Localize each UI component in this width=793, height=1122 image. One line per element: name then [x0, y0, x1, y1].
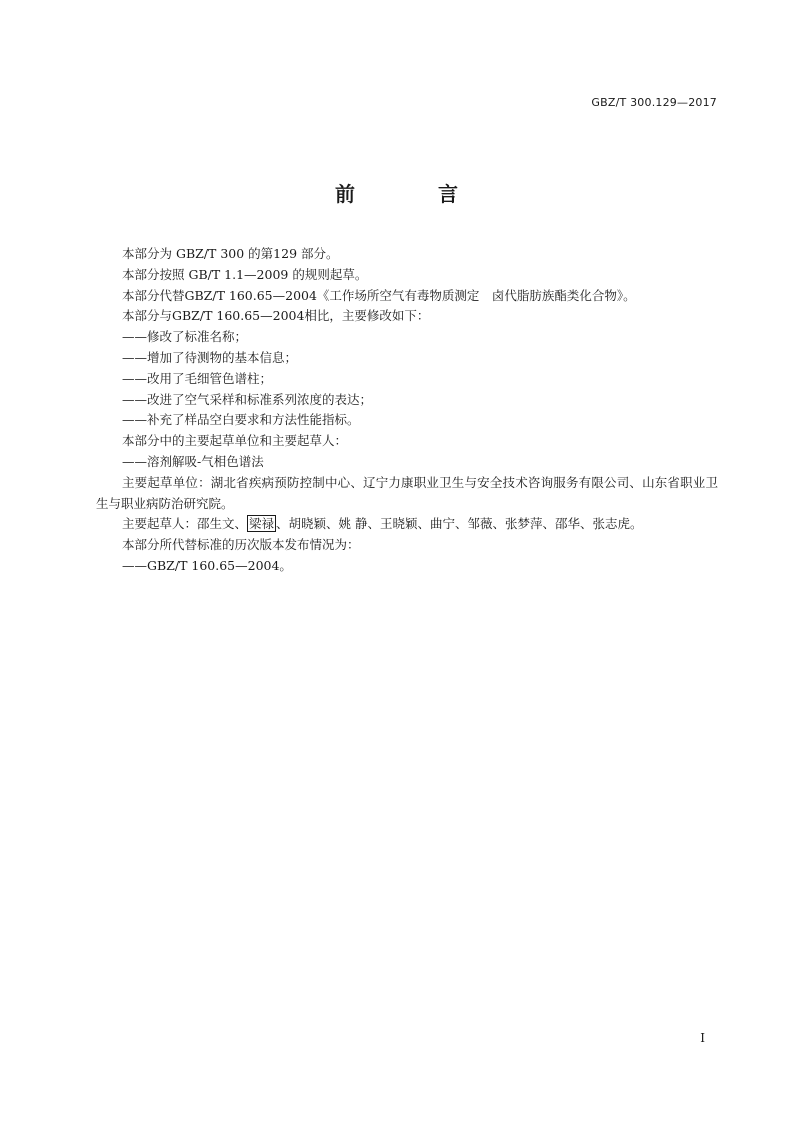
paragraph: 本部分所代替标准的历次版本发布情况为： — [122, 537, 360, 553]
drafters-line — [96, 514, 718, 535]
paragraph: 本部分为 GBZ/T 300 的第129 部分。 — [122, 246, 339, 261]
paragraph: 本部分按照 GB/T 1.1—2009 的规则起草。 — [122, 266, 368, 282]
change-item: ——增加了待测物的基本信息； — [122, 349, 298, 365]
drafters-prefix: 主要起草人：邵生文、 — [122, 516, 248, 532]
paragraph: 本部分中的主要起草单位和主要起草人： — [122, 433, 348, 449]
standard-number: GBZ/T 300.129—2017 — [591, 96, 717, 109]
foreword-body — [96, 244, 718, 577]
paragraph: 本部分代替GBZ/T 160.65—2004《工作场所空气有毒物质测定 卤代脂肪族酯类化合物》。 — [122, 287, 636, 303]
drafting-units: 主要起草单位：湖北省疾病预防控制中心、辽宁力康职业卫生与安全技术咨询服务有限公司、山东省职业卫生与职业病防治研究院。 — [96, 474, 718, 511]
change-item: ——改用了毛细管色谱柱； — [122, 370, 273, 386]
change-item: ——补充了样品空白要求和方法性能指标。 — [122, 412, 360, 428]
page-title: 前 言 — [335, 182, 496, 206]
page-number: I — [700, 1031, 705, 1045]
history-item: ——GBZ/T 160.65—2004。 — [122, 557, 292, 573]
drafters-rest: 、胡晓颖、姚 静、王晓颖、曲宁、邹薇、张梦萍、邵华、张志虎。 — [276, 516, 643, 532]
paragraph: 本部分与GBZ/T 160.65—2004相比，主要修改如下： — [122, 308, 430, 324]
change-item: ——改进了空气采样和标准系列浓度的表达； — [122, 391, 373, 407]
boxed-name: 梁禄 — [249, 516, 275, 532]
method-item: ——溶剂解吸-气相色谱法 — [122, 453, 264, 469]
change-item: ——修改了标准名称； — [122, 329, 248, 345]
